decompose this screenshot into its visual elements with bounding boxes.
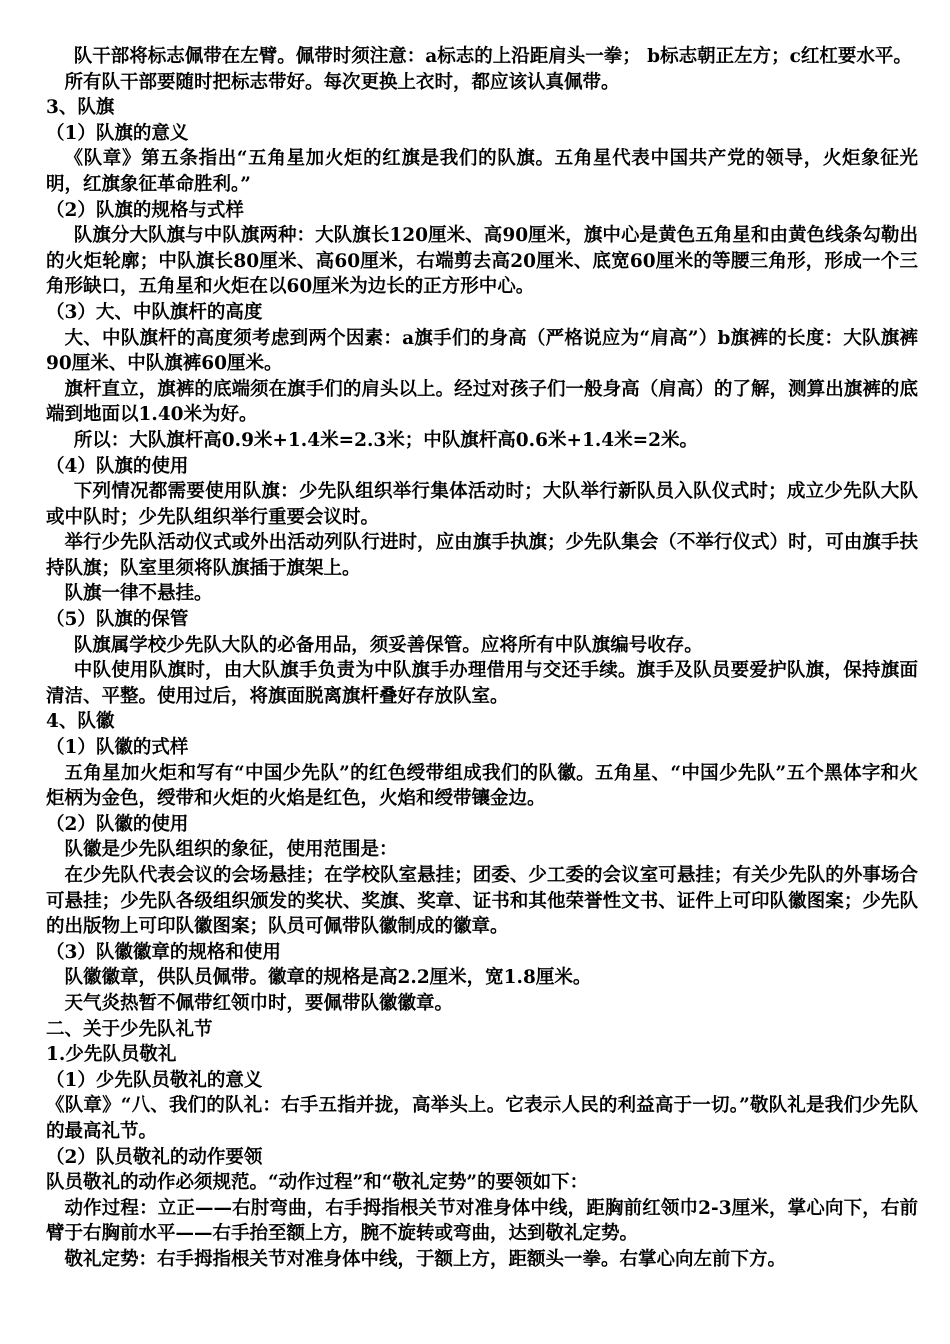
- section-heading: （1）队徽的式样: [46, 737, 189, 759]
- document-body: [46, 44, 918, 1273]
- section-heading: （3）大、中队旗杆的高度: [46, 301, 263, 323]
- body-paragraph: 举行少先队活动仪式或外出活动列队行进时，应由旗手执旗；少先队集会（不举行仪式）时，可由旗手扶持队旗；队室里须将队旗插于旗架上。: [46, 532, 918, 579]
- section-heading: 3、队旗: [46, 97, 115, 119]
- section-heading: 4、队徽: [46, 711, 115, 733]
- section-heading: 1.少先队员敬礼: [46, 1044, 177, 1066]
- body-paragraph: 旗杆直立，旗裤的底端须在旗手们的肩头以上。经过对孩子们一般身高（肩高）的了解，测算出旗裤的底端到地面以1.40米为好。: [46, 378, 918, 426]
- section-heading: 队员敬礼的动作必须规范。“动作过程”和“敬礼定势”的要领如下：: [46, 1172, 589, 1194]
- section-heading: （1）少先队员敬礼的意义: [46, 1069, 263, 1091]
- body-paragraph: 队旗分大队旗与中队旗两种：大队旗长120厘米、高90厘米，旗中心是黄色五角星和由黄色线条勾勒出的火炬轮廓；中队旗长80厘米、高60厘米，右端剪去高20厘米、底宽60厘米的等腰三角形，形成一个三角形缺口，五角星和火炬在以60厘米为边长的正方形中心。: [46, 225, 918, 298]
- section-heading: （4）队旗的使用: [46, 455, 189, 477]
- body-paragraph: 队徽是少先队组织的象征，使用范围是：: [64, 839, 398, 861]
- body-paragraph: 动作过程：立正——右肘弯曲，右手拇指根关节对准身体中线，距胸前红领巾2-3厘米，掌心向下，右前臂于右胸前水平——右手抬至额上方，腕不旋转或弯曲，达到敬礼定势。: [46, 1197, 918, 1245]
- body-paragraph: 所有队干部要随时把标志带好。每次更换上衣时，都应该认真佩带。: [64, 71, 620, 93]
- section-heading: （2）队徽的使用: [46, 813, 189, 835]
- body-paragraph: 敬礼定势：右手拇指根关节对准身体中线，于额上方，距额头一拳。右掌心向左前下方。: [64, 1248, 787, 1270]
- section-heading: （3）队徽徽章的规格和使用: [46, 941, 281, 963]
- body-paragraph: 队旗一律不悬挂。: [64, 583, 213, 605]
- body-paragraph: 下列情况都需要使用队旗：少先队组织举行集体活动时；大队举行新队员入队仪式时；成立少先队大队或中队时；少先队组织举行重要会议时。: [46, 481, 918, 528]
- body-paragraph: 队徽徽章，供队员佩带。徽章的规格是高2.2厘米，宽1.8厘米。: [64, 967, 592, 989]
- body-paragraph: 队干部将标志佩带在左臂。佩带时须注意：a标志的上沿距肩头一拳； b标志朝正左方；c红杠要水平。: [73, 46, 912, 67]
- body-paragraph: 中队使用队旗时，由大队旗手负责为中队旗手办理借用与交还手续。旗手及队员要爱护队旗，保持旗面清洁、平整。使用过后，将旗面脱离旗杆叠好存放队室。: [46, 660, 918, 707]
- body-paragraph: 大、中队旗杆的高度须考虑到两个因素：a旗手们的身高（严格说应为“肩高”）b旗裤的长度：大队旗裤90厘米、中队旗裤60厘米。: [46, 327, 918, 375]
- body-paragraph: 五角星加火炬和写有“中国少先队”的红色绶带组成我们的队徽。五角星、“中国少先队”五个黑体字和火炬柄为金色，绶带和火炬的火焰是红色，火焰和绶带镶金边。: [46, 762, 918, 810]
- body-paragraph: 所以：大队旗杆高0.9米+1.4米=2.3米；中队旗杆高0.6米+1.4米=2米。: [73, 429, 699, 451]
- section-heading: （2）队员敬礼的动作要领: [46, 1146, 263, 1168]
- section-heading: （5）队旗的保管: [46, 609, 189, 631]
- section-heading: （2）队旗的规格与式样: [46, 199, 244, 221]
- section-heading: 二、关于少先队礼节: [46, 1018, 213, 1040]
- body-paragraph: 在少先队代表会议的会场悬挂；在学校队室悬挂；团委、少工委的会议室可悬挂；有关少先队的外事场合可悬挂；少先队各级组织颁发的奖状、奖旗、奖章、证书和其他荣誉性文书、证件上可印队徽图案；少先队的出版物上可印队徽图案；队员可佩带队徽制成的徽章。: [46, 865, 918, 938]
- body-paragraph: 天气炎热暂不佩带红领巾时，要佩带队徽徽章。: [64, 992, 454, 1014]
- body-paragraph: 《队章》第五条指出“五角星加火炬的红旗是我们的队旗。五角星代表中国共产党的领导，火炬象征光明，红旗象征革命胜利。”: [46, 148, 918, 195]
- body-paragraph: 队旗属学校少先队大队的必备用品，须妥善保管。应将所有中队旗编号收存。: [73, 634, 703, 656]
- section-heading: 《队章》“八、我们的队礼：右手五指并拢，高举头上。它表示人民的利益高于一切。”敬队礼是我们少先队的最高礼节。: [46, 1095, 918, 1142]
- section-heading: （1）队旗的意义: [46, 122, 189, 144]
